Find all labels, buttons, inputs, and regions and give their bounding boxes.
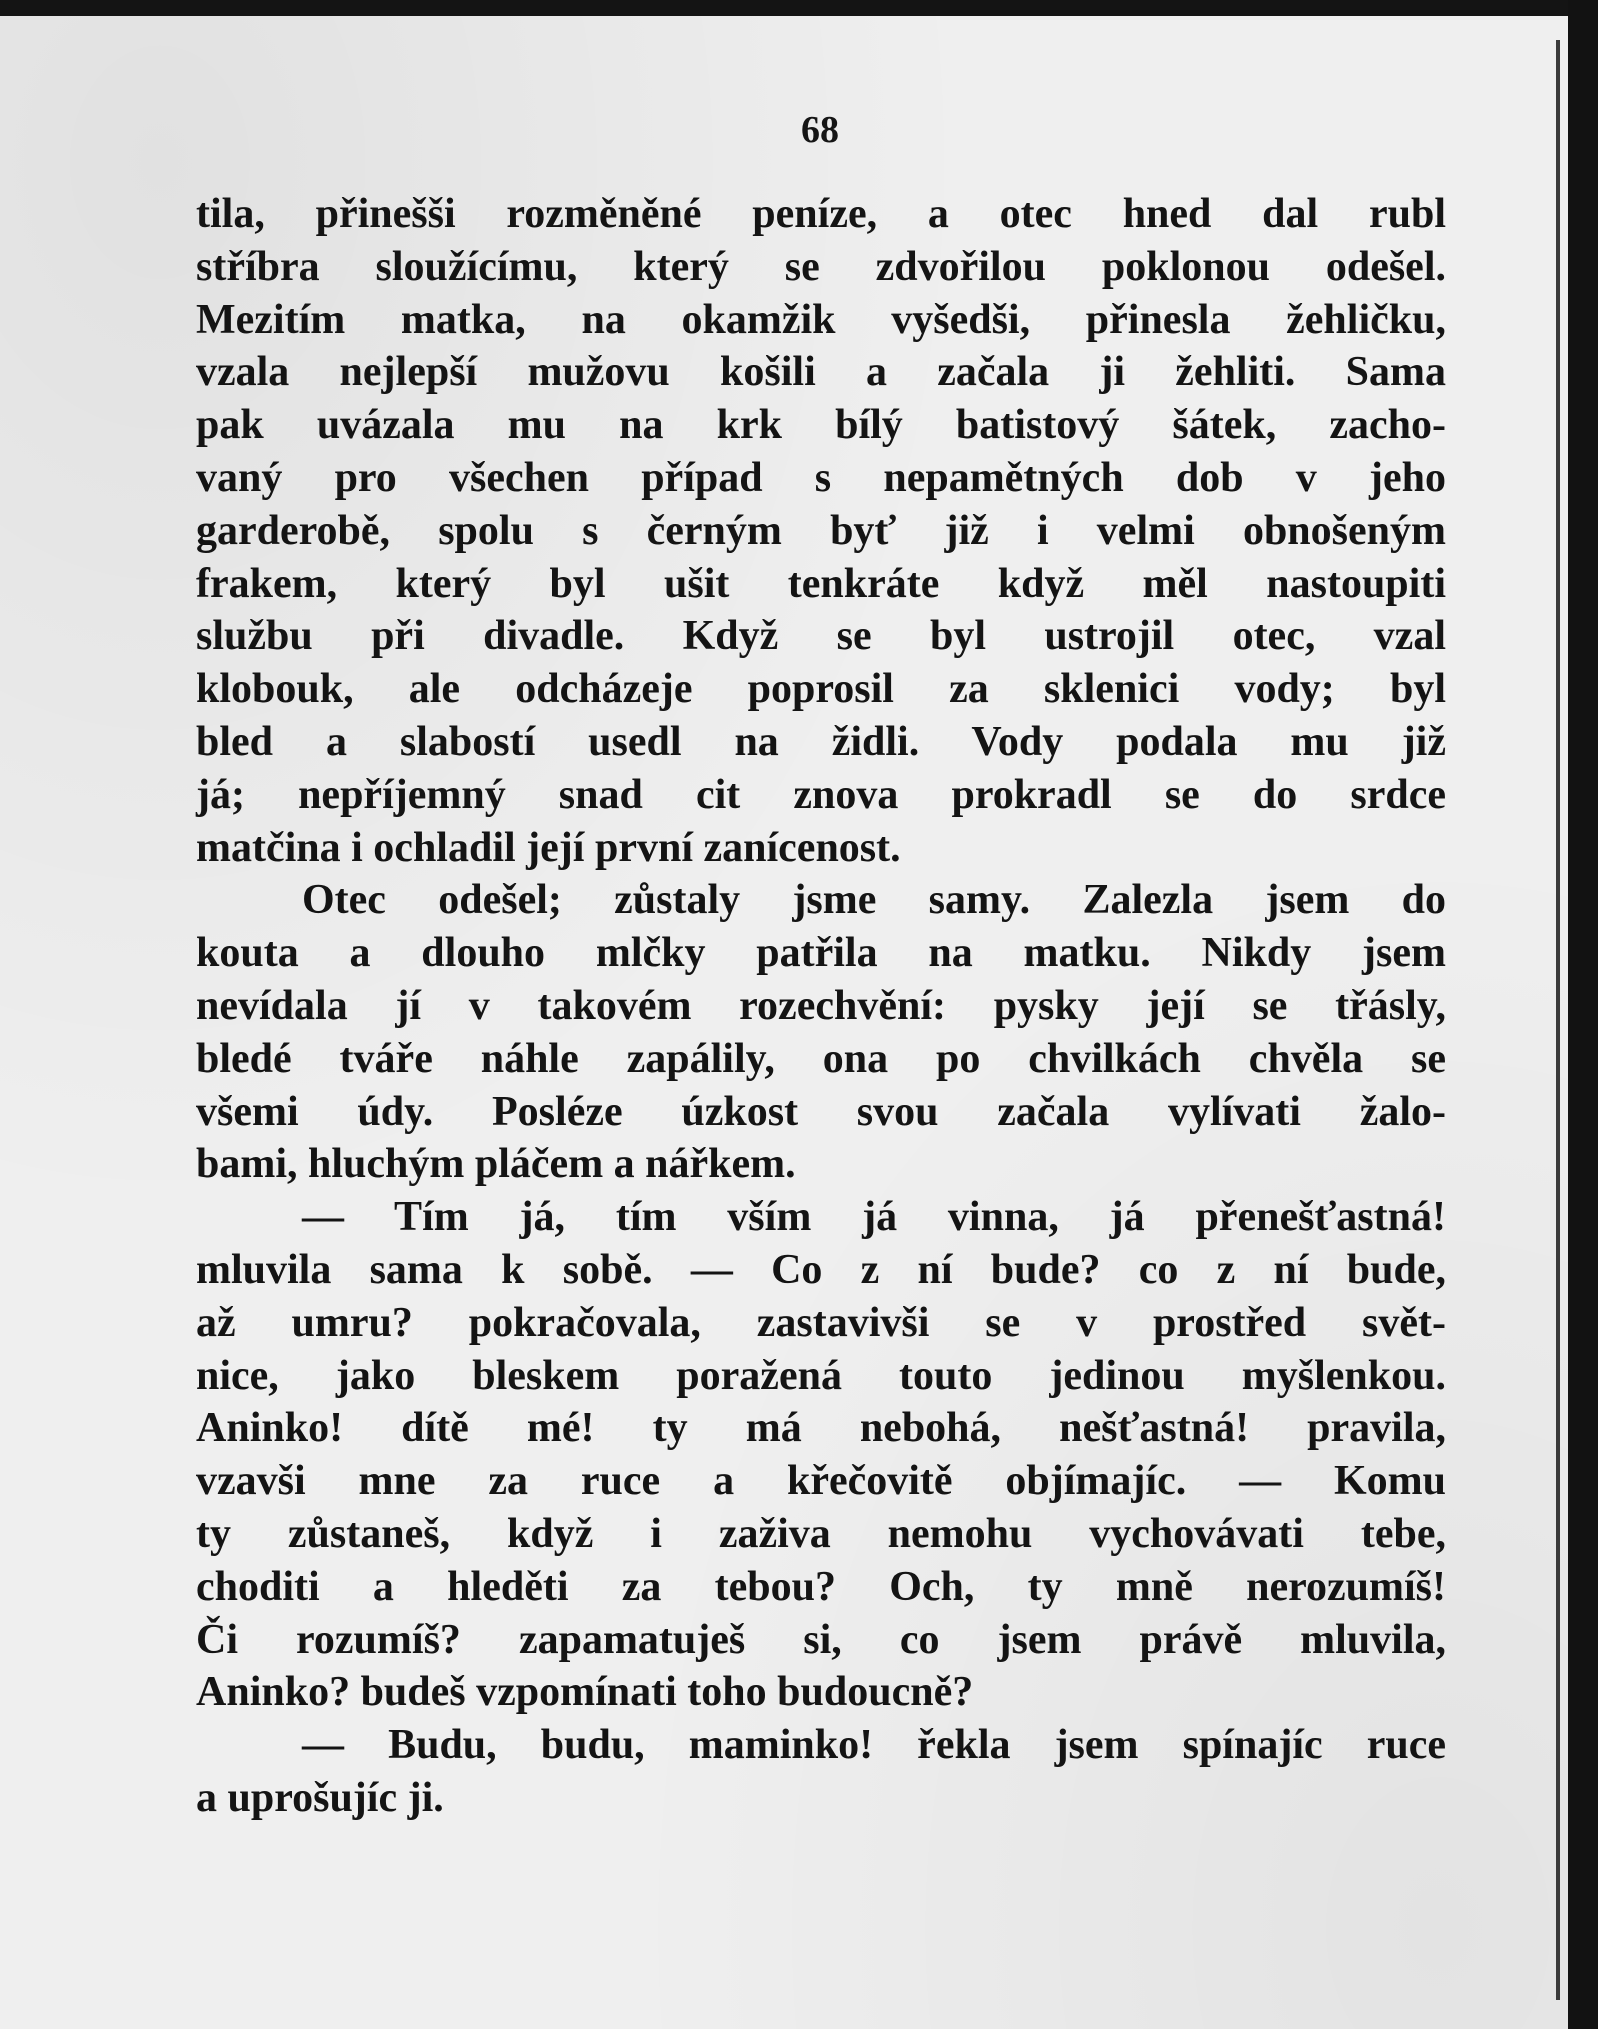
page-number: 68 [801,109,839,151]
text-line: matčina i ochladil její první zanícenost. [196,824,901,871]
text-line: bled a slabostí usedl na židli. Vody podala mu již [196,718,1446,765]
text-line: bami, hluchým pláčem a nářkem. [196,1141,796,1188]
text-line: já; nepříjemný snad cit znova prokradl se do srdce [196,771,1446,818]
text-line: nice, jako bleskem poražená touto jedinou myšlenkou. [196,1352,1446,1399]
text-line: službu při divadle. Když se byl ustrojil otec, vzal [196,613,1446,660]
text-line: choditi a hleděti za tebou? Och, ty mně nerozumíš! [196,1563,1446,1610]
text-line: až umru? pokračovala, zastavivši se v prostřed svět- [196,1299,1446,1346]
text-line: stříbra sloužícímu, který se zdvořilou poklonou odešel. [196,243,1446,290]
body-text [196,188,1446,1825]
text-line: frakem, který byl ušit tenkráte když měl nastoupiti [196,560,1446,607]
text-line: Otec odešel; zůstaly jsme samy. Zalezla jsem do [302,877,1446,924]
text-line: Či rozumíš? zapamatuješ si, co jsem právě mluvila, [196,1616,1446,1663]
text-line: klobouk, ale odcházeje poprosil za sklenici vody; byl [196,666,1446,713]
text-line: kouta a dlouho mlčky patřila na matku. Nikdy jsem [196,930,1446,977]
text-line: vzavši mne za ruce a křečovitě objímajíc. — Komu [196,1458,1446,1505]
text-line: a uprošujíc ji. [196,1774,444,1821]
page-edge-rule [1556,40,1560,2000]
text-line: garderobě, spolu s černým byť již i velmi obnošeným [196,507,1446,554]
text-line: Mezitím matka, na okamžik vyšedši, přinesla žehličku, [196,296,1446,343]
right-scan-border [1568,0,1598,2029]
text-line: bledé tváře náhle zapálily, ona po chvilkách chvěla se [196,1035,1446,1082]
text-line: všemi údy. Posléze úzkost svou začala vylívati žalo- [196,1088,1446,1135]
text-line: vaný pro všechen případ s nepamětných dob v jeho [196,454,1446,501]
text-line: ty zůstaneš, když i zaživa nemohu vychovávati tebe, [196,1510,1446,1557]
text-line: nevídala jí v takovém rozechvění: pysky její se třásly, [196,982,1446,1029]
text-line: pak uvázala mu na krk bílý batistový šátek, zacho- [196,402,1446,449]
text-line: vzala nejlepší mužovu košili a začala ji žehliti. Sama [196,349,1446,396]
text-line: mluvila sama k sobě. — Co z ní bude? co z ní bude, [196,1246,1446,1293]
top-scan-border [0,0,1598,16]
text-line: Aninko? budeš vzpomínati toho budoucně? [196,1669,974,1716]
text-line: tila, přinešši rozměněné peníze, a otec hned dal rubl [196,191,1446,237]
text-line: Aninko! dítě mé! ty má nebohá, nešťastná! pravila, [196,1405,1446,1452]
text-line: — Budu, budu, maminko! řekla jsem spínajíc ruce [302,1722,1446,1769]
text-line: — Tím já, tím vším já vinna, já přenešťastná! [302,1194,1446,1241]
